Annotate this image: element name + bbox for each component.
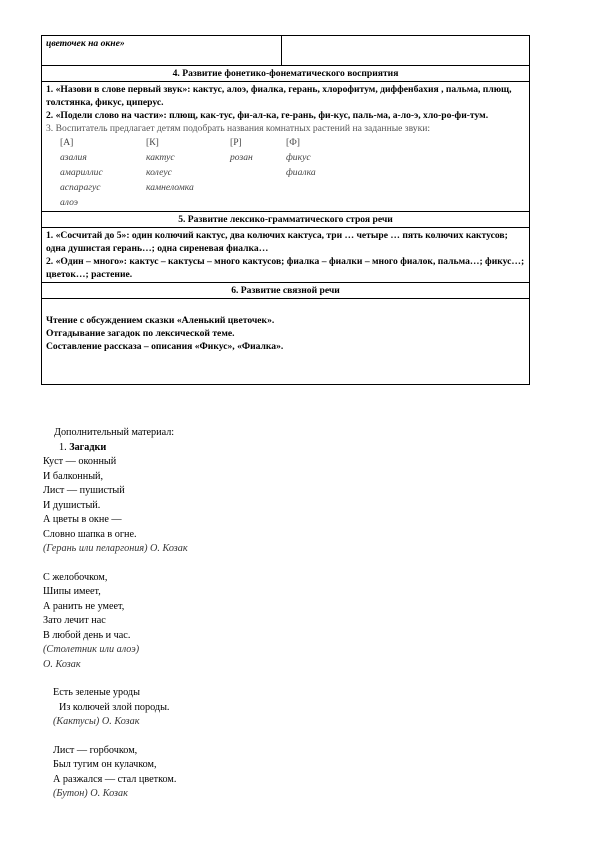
riddle-answer: (Герань или пеларгония) О. Козак — [43, 543, 188, 554]
word: азалия — [60, 152, 87, 163]
word: колеус — [146, 167, 172, 178]
speech-line: Составление рассказа – описания «Фикус», «Фиалка». — [46, 341, 284, 352]
word: алоэ — [60, 197, 78, 208]
section-4-task-3: 3. Воспитатель предлагает детям подобрать названия комнатных растений на заданные звуки: — [46, 123, 431, 134]
speech-line: Чтение с обсуждением сказки «Аленький цветочек». — [46, 315, 275, 326]
riddle-answer: (Кактусы) О. Козак — [53, 716, 140, 727]
word: фиалка — [286, 167, 316, 178]
word: камнеломка — [146, 182, 194, 193]
section-5-item-2: 2. «Один – много»: кактус – кактусы – много кактусов; фиалка – фиалки – много фиалок, пальма…; фикус…; цветок…; растение. — [46, 256, 525, 280]
section-6-heading: 6. Развитие связной речи — [42, 283, 530, 299]
word: фикус — [286, 152, 311, 163]
additional-title: Дополнительный материал: — [54, 427, 175, 438]
additional-material — [43, 426, 523, 802]
riddle-2: С желобочком, Шипы имеет, А ранить не умеет, Зато лечит нас В любой день и час. (Столетник или алоэ) О. Козак — [43, 571, 523, 673]
sounds-grid — [60, 135, 525, 210]
riddle-author: О. Козак — [43, 658, 81, 670]
section-4-item-2: 2. «Подели слово на части»: плющ, как-тус, фи-ал-ка, ге-рань, фи-кус, паль-ма, а-ло-э, хло-ро-фи-тум. — [46, 110, 489, 121]
sound-r: [Р] — [230, 137, 242, 148]
sound-f: [Ф] — [286, 137, 300, 148]
riddle-4: Лист — горбочком, Был тугим он кулачком, А разжался — стал цветком. (Бутон) О. Козак — [43, 744, 523, 802]
riddles-heading: 1. Загадки — [59, 441, 107, 453]
riddle-3: Есть зеленые уроды Из колючей злой породы. (Кактусы) О. Козак — [43, 686, 523, 730]
sound-k: [К] — [146, 137, 159, 148]
section-5-content — [42, 228, 530, 283]
riddle-answer: (Столетник или алоэ) — [43, 644, 140, 655]
riddle-answer: (Бутон) О. Козак — [53, 788, 128, 799]
riddle-1: Куст — оконный И балконный, Лист — пушистый И душистый. А цветы в окне — Словно шапка в огне. (Герань или пеларгония) О. Козак — [43, 455, 523, 557]
section-4-content — [42, 82, 530, 212]
sound-a: [А] — [60, 137, 74, 148]
speech-line: Отгадывание загадок по лексической теме. — [46, 328, 235, 339]
top-cell-text: цветочек на окне» — [42, 36, 282, 66]
section-6-content — [42, 299, 530, 385]
top-cell-empty — [282, 36, 530, 66]
section-4-heading: 4. Развитие фонетико-фонематического восприятия — [42, 66, 530, 82]
section-5-heading: 5. Развитие лексико-грамматического строя речи — [42, 212, 530, 228]
word: амариллис — [60, 167, 103, 178]
section-5-item-1: 1. «Сосчитай до 5»: один колючий кактус, два колючих кактуса, три … четыре … пять колючих кактусов; одна душистая герань…; одна сиреневая фиалка… — [46, 230, 508, 254]
lesson-plan-table — [41, 35, 530, 385]
word: аспарагус — [60, 182, 101, 193]
word: кактус — [146, 152, 175, 163]
section-4-item-1: 1. «Назови в слове первый звук»: кактус, алоэ, фиалка, герань, хлорофитум, диффенбахия , пальма, плющ, толстянка, фикус, циперус. — [46, 84, 512, 108]
word: розан — [230, 152, 253, 163]
